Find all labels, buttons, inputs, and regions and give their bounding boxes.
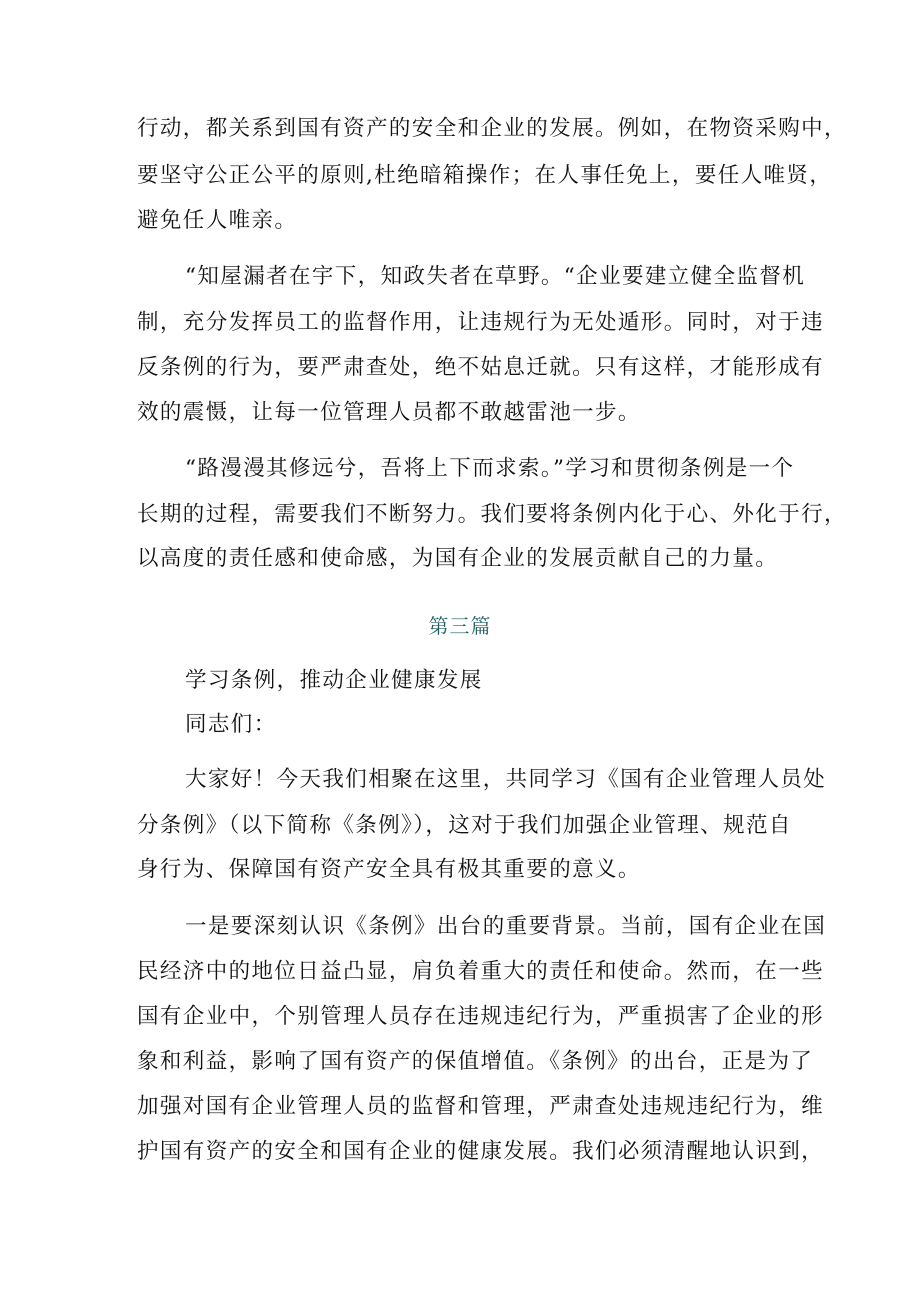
text-line: “知屋漏者在宇下，知政失者在草野。“企业要建立健全监督机	[185, 264, 806, 289]
text-line: 加强对国有企业管理人员的监督和管理，严肃查处违规违纪行为，维	[137, 1094, 825, 1119]
text-line: 护国有资产的安全和国有企业的健康发展。我们必须清醒地认识到，	[137, 1139, 825, 1164]
text-line: 一是要深刻认识《条例》出台的重要背景。当前，国有企业在国	[185, 914, 827, 939]
text-line: 身行为、保障国有资产安全具有极其重要的意义。	[137, 857, 641, 882]
speech-title: 学习条例，推动企业健康发展	[185, 668, 483, 693]
salutation: 同志们：	[185, 712, 277, 737]
text-line: 行动，都关系到国有资产的安全和企业的发展。例如，在物资采购中，	[137, 116, 847, 141]
text-line: 要坚守公正公平的原则,杜绝暗箱操作；在人事任免上，要任人唯贤，	[137, 163, 833, 188]
section-heading: 第三篇	[428, 614, 492, 638]
text-line: 以高度的责任感和使命感，为国有企业的发展贡献自己的力量。	[137, 546, 779, 571]
text-line: 民经济中的地位日益凸显，肩负着重大的责任和使命。然而，在一些	[137, 959, 825, 984]
text-line: 反条例的行为，要严肃查处，绝不姑息迁就。只有这样，才能形成有	[137, 355, 825, 380]
text-line: “路漫漫其修远兮，吾将上下而求索。”学习和贯彻条例是一个	[185, 456, 795, 481]
text-line: 长期的过程，需要我们不断努力。我们要将条例内化于心、外化于行，	[137, 502, 847, 527]
text-line: 效的震慑，让每一位管理人员都不敢越雷池一步。	[137, 400, 641, 425]
text-line: 避免任人唯亲。	[137, 208, 298, 233]
text-line: 分条例》（以下简称《条例》），这对于我们加强企业管理、规范自	[137, 813, 792, 838]
text-line: 象和利益，影响了国有资产的保值增值。《条例》的出台，正是为了	[137, 1049, 814, 1074]
text-line: 国有企业中，个别管理人员存在违规违纪行为，严重损害了企业的形	[137, 1004, 825, 1029]
text-line: 制，充分发挥员工的监督作用，让违规行为无处遁形。同时，对于违	[137, 310, 825, 335]
text-line: 大家好！今天我们相聚在这里，共同学习《国有企业管理人员处	[185, 767, 827, 792]
